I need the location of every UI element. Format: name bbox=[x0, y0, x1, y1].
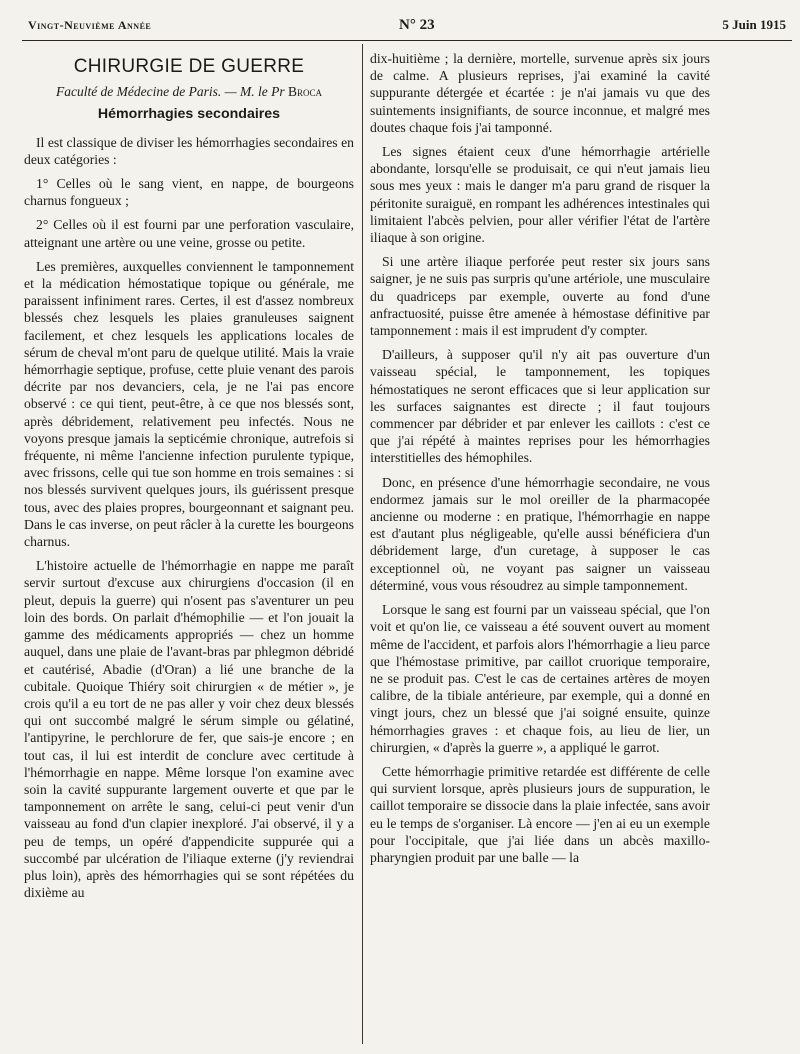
byline bbox=[24, 83, 354, 100]
paragraph: Lorsque le sang est fourni par un vaisseau spécial, que l'on voit et qu'on lie, ce vaisseau a été souvent ouvert au moment même de l'accident, et parfois alors l'hémorrhagie a lieu parce que l'hémostase primitive, par caillot cruorique temporaire, ne se produit pas. C'est le cas de certaines artères de moyen calibre, de la tibiale antérieure, par exemple, qui a donné en vingt jours, chez un blessé que j'ai soigné ensuite, quinze hémorrhagies graves : et chaque fois, au lieu de lier, un chirurgien, « d'après la guerre », a appliqué le garrot. bbox=[370, 602, 710, 755]
byline-faculty: Faculté de Médecine de Paris. bbox=[55, 84, 222, 100]
right-column bbox=[370, 50, 710, 873]
paragraph: Donc, en présence d'une hémorrhagie secondaire, ne vous endormez jamais sur le mol oreiller de la pharmacopée ancienne ou moderne : en pratique, l'hémorrhagie en nappe est d'autant plus négligeable, qu'elle aussi bénéficiera d'un débridement large, d'un curetage, à supposer le cas exceptionnel où, ne voyant pas saigner un vaisseau déterminé, vous vous résoudrez au simple tamponnement. bbox=[370, 474, 710, 593]
issue-number: N° 23 bbox=[399, 16, 435, 33]
byline-author: Broca bbox=[288, 84, 323, 100]
issue-date: 5 Juin 1915 bbox=[722, 17, 786, 32]
paragraph: Cette hémorrhagie primitive retardée est différente de celle qui survient lorsque, après plusieurs jours de suppuration, le caillot temporaire se dissocie dans la plaie infectée, sans avoir eu le temps de s'organiser. Là encore — j'en ai eu un exemple pour l'occipitale, que j'ai liée dans un abcès maxillo-pharyngien produit par une balle — la bbox=[370, 763, 710, 865]
article-subtitle: Hémorrhagies secondaires bbox=[97, 106, 281, 123]
volume-year: Vingt-Neuvième Année bbox=[28, 17, 152, 32]
paragraph: 1° Celles où le sang vient, en nappe, de bourgeons charnus fongueux ; bbox=[24, 176, 354, 209]
header-rule bbox=[22, 40, 792, 41]
byline-dash: — M. le Pr bbox=[221, 84, 289, 100]
left-column bbox=[24, 52, 354, 908]
paragraph: D'ailleurs, à supposer qu'il n'y ait pas ouverture d'un vaisseau spécial, le tamponnement, les topiques hémostatiques ne seront efficaces que si leur application sur les surfaces saignantes est directe ; il faut toujours commencer par débrider et par enlever les caillots : c'est ce que j'ai répété à maintes reprises pour les hémorrhagies interstitielles des hémophiles. bbox=[370, 347, 710, 466]
paragraph: Les premières, auxquelles conviennent le tamponnement et la médication hémostatique topique ou générale, me paraissent infiniment rares. Certes, il est d'assez nombreux blessés chez lesquels les plaies granuleuses saignent facilement, et chez lesquels les applications locales de sérum de cheval m'ont paru de quelque utilité. Mais la vraie hémorrhagie septique, profuse, cette pluie venant des parois décrite par nos devanciers, cela, je ne l'ai pas encore observé : ce qui tient, peut-être, à ce que nos blessés sont, après débridement, relativement peu infectés. Nous ne voyons presque jamais la septicémie chronique, autrefois si fréquente, ni même l'ancienne infection purulente typique, avec frissons, celle qui tue son homme en trois semaines : si nos blessés survivent quelques jours, ils guérissent presque tous, avec des plaies propres, bourgeonnant et saignant peu. Dans le cas inverse, on peut râcler à la curette les bourgeons charnus. bbox=[24, 258, 354, 550]
paragraph: 2° Celles où il est fourni par une perforation vasculaire, atteignant une artère ou une veine, grosse ou petite. bbox=[24, 217, 354, 250]
paragraph-continued: dix-huitième ; la dernière, mortelle, survenue après six jours de calme. A plusieurs reprises, j'ai examiné la cavité suppurante détergée et écartée : je n'ai jamais vu que des suintements insignifiants, de source inconnue, et malgré mes doutes chaque fois j'ai tamponné. bbox=[370, 51, 710, 135]
section-title: CHIRURGIE DE GUERRE bbox=[73, 56, 305, 77]
paragraph: Les signes étaient ceux d'une hémorrhagie artérielle abondante, lorsqu'elle se produisait, ce qui n'eut jamais lieu sous mes yeux : mais le danger m'a paru grand de risquer la péritonite suraiguë, en rompant les adhérences intestinales qui limitaient l'abcès pelvien, pour aller vérifier l'état de l'artère iliaque à son origine. bbox=[370, 144, 710, 246]
paragraph: L'histoire actuelle de l'hémorrhagie en nappe me paraît servir surtout d'excuse aux chirurgiens d'occasion (il en pleut, depuis la guerre) qui n'osent pas s'aventurer un peu loin des bords. On parlait d'hémophilie — et l'on jouait la gamme des médicaments appropriés — chez un homme auquel, dans une plaie de l'avant-bras par phlegmon débridé et cautérisé, Abadie (d'Oran) a lié une branche de la cubitale. Quoique Thiéry soit chirurgien « de métier », je crois qu'il a eu tort de ne pas aller y voir chez deux blessés qui ont succombé malgré le sérum simple ou gélatiné, l'antipyrine, le perchlorure de fer, que sais-je encore ; en tout cas, il lui est interdit de conclure avec certitude à l'hémorrhagie en nappe. Même lorsque l'on examine avec soin la cavité suppurante largement ouverte et que par le tamponnement on arrête le sang, celui-ci peut venir d'un vaisseau au fond d'un clapier inexploré. J'ai observé, il y a peu de temps, un opéré d'appendicite suppurée qui a succombé par ulcération de l'iliaque externe (j'y reviendrai plus loin), après des hémorrhagies qui se sont répétées du dixième au bbox=[24, 558, 354, 901]
column-divider bbox=[362, 44, 363, 1044]
paragraph: Il est classique de diviser les hémorrhagies secondaires en deux catégories : bbox=[24, 134, 354, 167]
paragraph: Si une artère iliaque perforée peut rester six jours sans saigner, je ne suis pas surpris qu'une artériole, une musculaire du quadriceps par exemple, ouverte au fond d'une anfractuosité, puisse être amenée à hémostase définitive par tamponnement : mais il est imprudent d'y compter. bbox=[370, 254, 710, 339]
running-head bbox=[28, 14, 786, 36]
